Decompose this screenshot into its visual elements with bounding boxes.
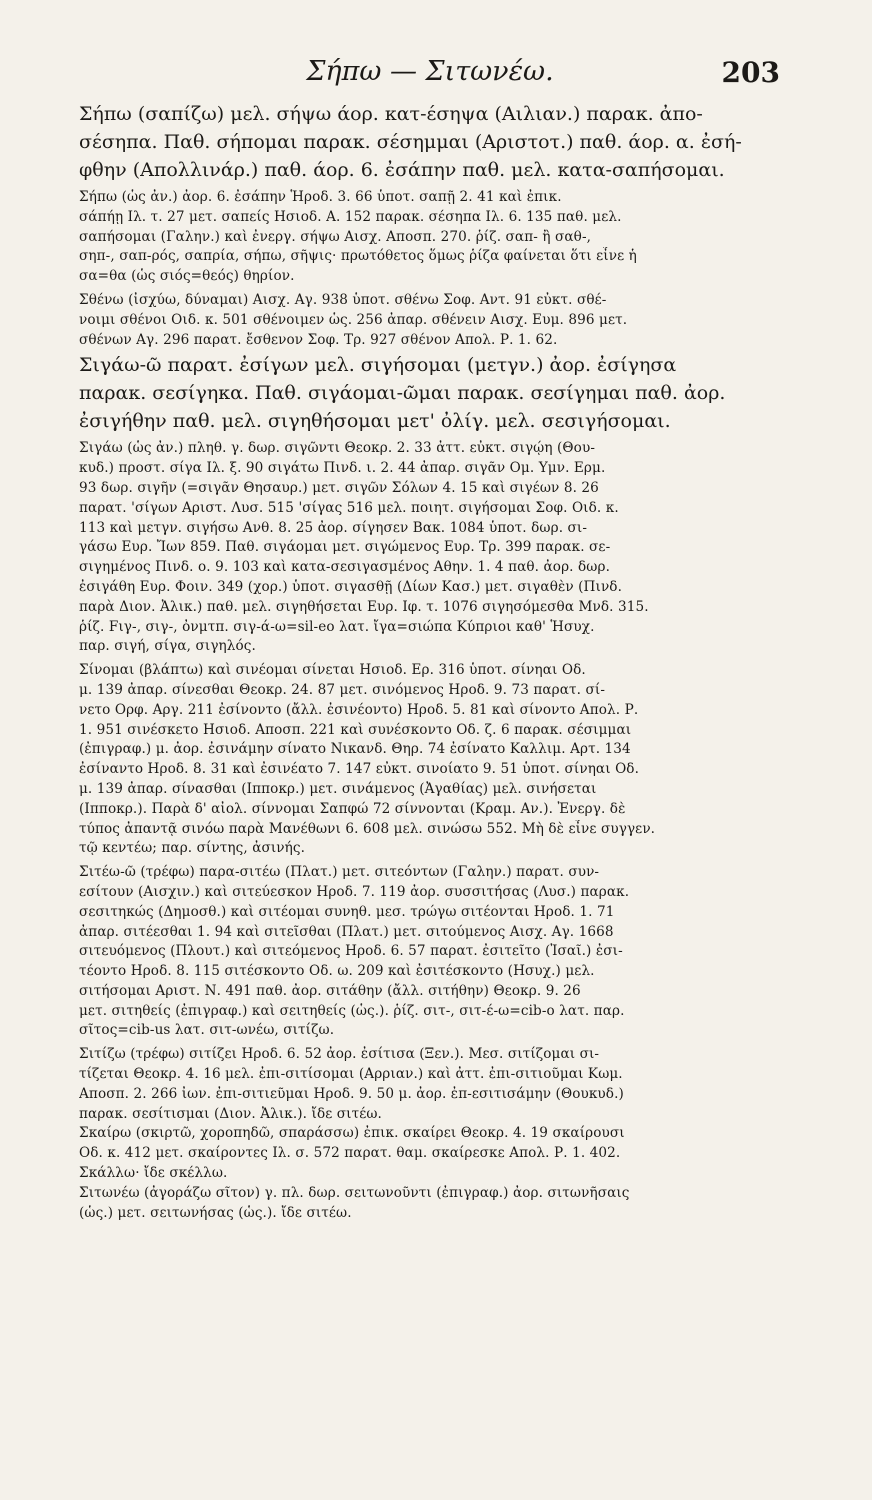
text-line: σιτήσομαι Αριστ. Ν. 491 παθ. ἀορ. σιτάθην (ἄλλ. σιτήθην) Θεοκρ. 9. 26 (79, 982, 581, 999)
text-line: (ὡς.) μετ. σειτωνήσας (ὡς.). ἴδε σιτέω. (79, 1204, 352, 1221)
text-line: Σιτέω-ῶ (τρέφω) παρα-σιτέω (Πλατ.) μετ. σιτεόντων (Γαλην.) παρατ. συν- (79, 864, 600, 881)
text-line: Αποσπ. 2. 266 ἰων. ἐπι-σιτιεῦμαι Ηροδ. 9. 50 μ. ἀορ. ἐπ-εσιτισάμην (Θουκυδ.) (79, 1085, 624, 1102)
text-line: 93 δωρ. σιγῆν (=σιγᾶν Θησαυρ.) μετ. σιγῶν Σόλων 4. 15 καὶ σιγέων 8. 26 (79, 479, 599, 496)
text-line: Σήπω (σαπίζω) μελ. σήψω άορ. κατ-έσηψα (Αιλιαν.) παρακ. ἀπο- (79, 103, 703, 125)
text-line: ἐσιγάθη Ευρ. Φοιν. 349 (χορ.) ὑποτ. σιγασθῇ (Δίων Κασ.) μετ. σιγαθὲν (Πινδ. (79, 578, 623, 595)
entry-sinomai (79, 661, 784, 859)
text-line: Σκαίρω (σκιρτῶ, χοροπηδῶ, σπαράσσω) ἐπικ. σκαίρει Θεοκρ. 4. 19 σκαίρουσι (79, 1125, 625, 1142)
text-line: τῷ κεντέω; παρ. σίντης, ἀσινής. (79, 840, 306, 857)
text-line: τέοντο Ηροδ. 8. 115 σιτέσκοντο Οδ. ω. 209 καὶ ἐσιτέσκοντο (Ησυχ.) μελ. (79, 963, 595, 980)
text-line: κυδ.) προστ. σίγα Ιλ. ξ. 90 σιγάτω Πινδ. ι. 2. 44 ἀπαρ. σιγᾶν Ομ. Υμν. Ερμ. (79, 460, 606, 477)
text-line: εσίτουν (Αισχιν.) καὶ σιτεύεσκον Ηροδ. 7. 119 ἀορ. συσσιτήσας (Λυσ.) παρακ. (79, 883, 630, 900)
text-line: ἐσιγήθην παθ. μελ. σιγηθήσομαι μετ' ὀλίγ. μελ. σεσιγήσομαι. (79, 410, 671, 433)
dictionary-body (79, 100, 784, 1223)
text-line: μ. 139 ἀπαρ. σίνασθαι (Ιπποκρ.) μετ. σινάμενος (Ἀγαθίας) μελ. σινήσεται (79, 780, 597, 797)
text-line: (Ιπποκρ.). Παρὰ δ' αἰολ. σίννομαι Σαπφώ 72 σίννονται (Κραμ. Αν.). Ἐνεργ. δὲ (79, 800, 626, 817)
text-line: (ἐπιγραφ.) μ. ἀορ. ἐσινάμην σίνατο Νικανδ. Θηρ. 74 ἐσίνατο Καλλιμ. Αρτ. 134 (79, 741, 631, 758)
text-line: Σιγάω (ὡς ἀν.) πληθ. γ. δωρ. σιγῶντι Θεοκρ. 2. 33 ἀττ. εὐκτ. σιγῴη (Θου- (79, 440, 596, 457)
entry-stheno (79, 291, 784, 350)
text-line: παρ. σιγή, σίγα, σιγηλός. (79, 638, 256, 655)
entry-sigao-detail (79, 439, 784, 657)
entry-siteo (79, 863, 784, 1041)
text-line: σιτευόμενος (Πλουτ.) καὶ σιτεόμενος Ηροδ. 6. 57 παρατ. ἐσιτεῖτο (Ἰσαῖ.) ἐσι- (79, 943, 623, 960)
text-line: παρακ. σεσίγηκα. Παθ. σιγάομαι-ῶμαι παρακ. σεσίγημαι παθ. ἀορ. (79, 382, 726, 405)
text-line: ἐσίναντο Ηροδ. 8. 31 καὶ ἐσινέατο 7. 147 εὐκτ. σινοίατο 9. 51 ὑποτ. σίνηαι Οδ. (79, 761, 640, 778)
text-line: Σκάλλω· ἴδε σκέλλω. (79, 1165, 228, 1182)
text-line: παρατ. 'σίγων Αριστ. Λυσ. 515 'σίγας 516 μελ. ποιητ. σιγήσομαι Σοφ. Οιδ. κ. (79, 499, 619, 516)
text-line: ἀπαρ. σιτέεσθαι 1. 94 καὶ σιτεῖσθαι (Πλατ.) μετ. σιτούμενος Αισχ. Αγ. 1668 (79, 923, 614, 940)
entry-skairo (79, 1124, 784, 1183)
text-line: μ. 139 ἀπαρ. σίνεσθαι Θεοκρ. 24. 87 μετ. σινόμενος Ηροδ. 9. 73 παρατ. σί- (79, 681, 606, 698)
page-header (80, 56, 780, 96)
text-line: μετ. σιτηθείς (ἐπιγραφ.) καὶ σειτηθείς (ὡς.). ῥίζ. σιτ-, σιτ-έ-ω=cib-o λατ. παρ. (79, 1002, 625, 1019)
text-line: Σιτωνέω (ἀγοράζω σῖτον) γ. πλ. δωρ. σειτωνοῦντι (ἐπιγραφ.) ἀορ. σιτωνῆσαις (79, 1184, 630, 1201)
text-line: παρακ. σεσίτισμαι (Διον. Ἀλικ.). ἴδε σιτέω. (79, 1105, 382, 1122)
text-line: Οδ. κ. 412 μετ. σκαίροντες Ιλ. σ. 572 παρατ. θαμ. σκαίρεσκε Απολ. Ρ. 1. 402. (79, 1145, 621, 1162)
entry-sepo-main (79, 100, 784, 184)
text-line: Σιγάω-ῶ παρατ. ἐσίγων μελ. σιγήσομαι (μετγν.) ἀορ. ἐσίγησα (79, 354, 677, 377)
text-line: ῥίζ. Fιγ-, σιγ-, ὀνμτπ. σιγ-ά-ω=sil-eo λατ. ἴγα=σιώπα Κύπριοι καθ' Ἡσυχ. (79, 618, 595, 635)
text-line: Σθένω (ἰσχύω, δύναμαι) Αισχ. Αγ. 938 ὑποτ. σθένω Σοφ. Αντ. 91 εὐκτ. σθέ- (79, 291, 607, 308)
text-line: τίζεται Θεοκρ. 4. 16 μελ. ἐπι-σιτίσομαι (Αρριαν.) καὶ ἀττ. ἐπι-σιτιοῦμαι Κωμ. (79, 1066, 623, 1083)
text-line: παρὰ Διον. Ἀλικ.) παθ. μελ. σιγηθήσεται Ευρ. Ιφ. τ. 1076 σιγησόμεσθα Μνδ. 315. (79, 598, 649, 615)
text-line: 1. 951 σινέσκετο Ησιοδ. Αποσπ. 221 καὶ συνέσκοντο Οδ. ζ. 6 παρακ. σέσιμμαι (79, 721, 632, 738)
running-title: Σήπω — Σιτωνέω. (306, 56, 554, 87)
text-line: νετο Ορφ. Αργ. 211 ἐσίνοντο (ἄλλ. ἐσινέοντο) Ηροδ. 5. 81 καὶ σίνοντο Απολ. Ρ. (79, 701, 639, 718)
entry-sitizo (79, 1045, 784, 1124)
text-line: 113 καὶ μετγν. σιγήσω Ανθ. 8. 25 ἀορ. σίγησεν Βακ. 1084 ὑποτ. δωρ. σι- (79, 519, 588, 536)
text-line: σιγημένος Πινδ. ο. 9. 103 καὶ κατα-σεσιγασμένος Αθην. 1. 4 παθ. ἀορ. δωρ. (79, 559, 610, 576)
text-line: Σίνομαι (βλάπτω) καὶ σινέομαι σίνεται Ησιοδ. Ερ. 316 ὑποτ. σίνηαι Οδ. (79, 662, 586, 679)
text-line: σαπήσομαι (Γαλην.) καὶ ἐνεργ. σήψω Αισχ. Αποσπ. 270. ῥίζ. σαπ- ἢ σαθ-, (79, 228, 592, 245)
entry-sepo-detail (79, 188, 784, 287)
entry-sigao-main (79, 351, 784, 435)
text-line: σθένων Αγ. 296 παρατ. ἔσθενον Σοφ. Τρ. 927 σθένον Απολ. Ρ. 1. 62. (79, 331, 558, 348)
text-line: νοιμι σθένοι Οιδ. κ. 501 σθένοιμεν ὡς. 256 ἀπαρ. σθένειν Αισχ. Ευμ. 896 μετ. (79, 311, 628, 328)
text-line: τύπος ἀπαντᾷ σινόω παρὰ Μανέθωνι 6. 608 μελ. σινώσω 552. Μὴ δὲ εἶνε συγγεν. (79, 820, 656, 837)
text-line: φθην (Απολλινάρ.) παθ. άορ. 6. ἐσάπην παθ. μελ. κατα-σαπήσομαι. (79, 159, 725, 181)
entry-sitoneo (79, 1184, 784, 1224)
text-line: Σιτίζω (τρέφω) σιτίζει Ηροδ. 6. 52 ἀορ. ἐσίτισα (Ξεν.). Μεσ. σιτίζομαι σι- (79, 1046, 600, 1063)
text-line: σεσιτηκώς (Δημοσθ.) καὶ σιτέομαι συνηθ. μεσ. τρώγω σιτέονται Ηροδ. 1. 71 (79, 903, 615, 920)
text-line: Σήπω (ὡς ἀν.) ἀορ. 6. ἐσάπην Ἡροδ. 3. 66 ὑποτ. σαπῇ 2. 41 καὶ ἐπικ. (79, 189, 562, 205)
text-line: γάσω Ευρ. Ἴων 859. Παθ. σιγάομαι μετ. σιγώμενος Ευρ. Τρ. 399 παρακ. σε- (79, 539, 611, 556)
text-line: σῖτος=cib-us λατ. σιτ-ωνέω, σιτίζω. (79, 1022, 335, 1039)
page-number: 203 (721, 56, 780, 89)
text-line: σηπ-, σαπ-ρός, σαπρία, σήπω, σῆψις· πρωτόθετος ὅμως ῥίζα φαίνεται ὅτι εἶνε ἡ (79, 248, 637, 265)
text-line: σέσηπα. Παθ. σήπομαι παρακ. σέσημμαι (Αριστοτ.) παθ. άορ. α. ἐσή- (79, 131, 742, 153)
text-line: σάπήῃ Ιλ. τ. 27 μετ. σαπείς Ησιοδ. Α. 152 παρακ. σέσηπα Ιλ. 6. 135 παθ. μελ. (79, 208, 622, 225)
text-line: σα=θα (ὡς σιός=θεός) θηρίον. (79, 268, 295, 285)
